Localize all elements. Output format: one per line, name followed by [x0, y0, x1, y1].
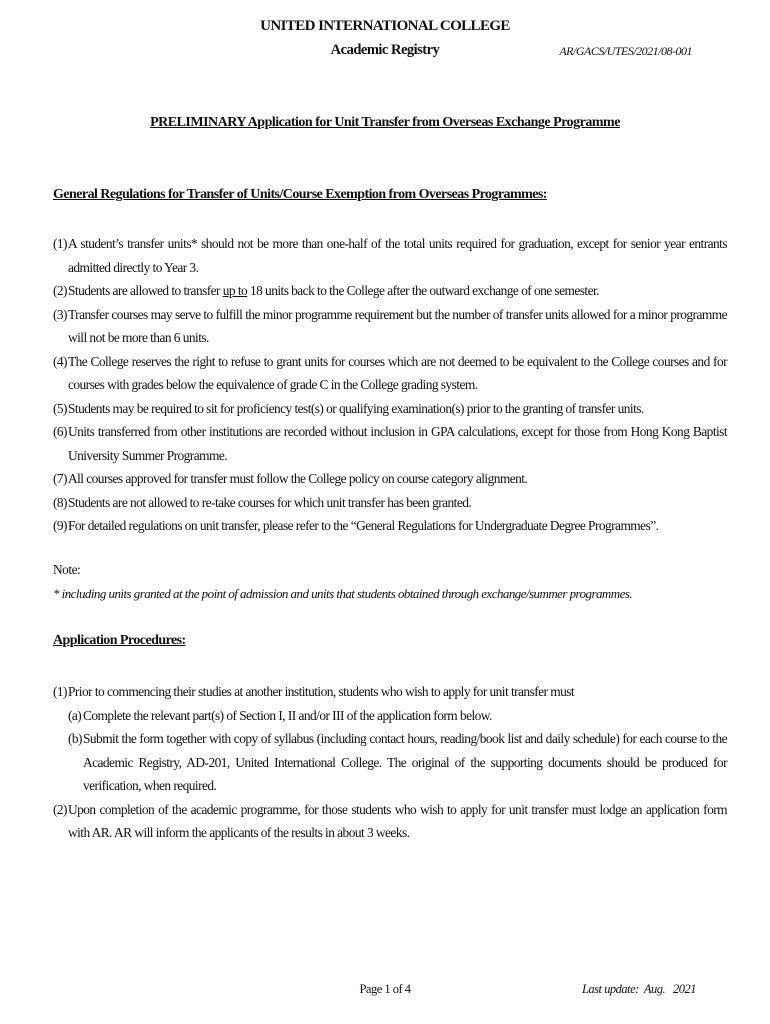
procedures-list	[53, 680, 727, 845]
procedure-item	[53, 680, 727, 798]
college-name: UNITED INTERNATIONAL COLLEGE	[260, 18, 510, 34]
regulation-item	[53, 279, 727, 303]
last-update: Last update: Aug. 2021	[581, 982, 696, 996]
procedure-subitem-letter: (b)	[68, 731, 82, 746]
document-title: PRELIMINARY Application for Unit Transfer from Overseas Exchange Programme	[150, 115, 620, 130]
regulation-text: Students may be required to sit for proficiency test(s) or qualifying examination(s) prior to the granting of transfer units.	[68, 400, 644, 416]
regulation-item	[53, 232, 727, 279]
procedure-subitem	[68, 727, 727, 798]
page-number: Page 1 of 4	[359, 982, 411, 996]
procedure-sublist	[68, 704, 727, 798]
regulation-text: All courses approved for transfer must follow the College policy on course category alignment.	[68, 471, 528, 486]
procedure-subitem-text: Complete the relevant part(s) of Section I, II and/or III of the application form below.	[83, 707, 492, 723]
regulation-underlined-text: up to	[222, 283, 248, 298]
regulation-item	[53, 514, 727, 538]
procedure-subitem-letter: (a)	[68, 707, 82, 723]
regulation-text: A student’s transfer units* should not be more than one-half of the total units required for graduation, except for senior year entrants admitted directly to Year 3.	[68, 236, 727, 275]
regulation-item	[53, 350, 727, 397]
regulation-text-start: Students are allowed to transfer	[68, 283, 223, 298]
regulation-text-end: 18 units back to the College after the outward exchange of one semester.	[247, 283, 599, 298]
regulations-list	[53, 232, 727, 538]
procedure-subitem	[68, 704, 727, 728]
regulation-number: (7)	[53, 471, 67, 486]
regulation-number: (2)	[53, 283, 67, 298]
note-label: Note:	[53, 562, 81, 577]
procedures-heading: Application Procedures:	[53, 633, 186, 648]
regulation-text: Units transferred from other institutions are recorded without inclusion in GPA calculations, except for those from Hong Kong Baptist University Summer Programme.	[68, 424, 727, 463]
registry-name: Academic Registry	[330, 42, 440, 58]
regulation-text: Transfer courses may serve to fulfill the minor programme requirement but the number of transfer units allowed for a minor programme will not be more than 6 units.	[68, 306, 727, 345]
procedure-item	[53, 798, 727, 845]
regulation-item	[53, 420, 727, 467]
regulation-number: (6)	[53, 424, 67, 439]
regulation-item	[53, 467, 727, 491]
procedure-number: (2)	[53, 801, 67, 817]
regulation-text: The College reserves the right to refuse to grant units for courses which are not deemed to be equivalent to the College courses and for courses with grades below the equivalence of grade C in the College grading system.	[68, 353, 727, 392]
regulation-text: For detailed regulations on unit transfer, please refer to the “General Regulations for Undergraduate Degree Programmes”.	[68, 518, 659, 533]
regulation-item	[53, 491, 727, 515]
procedure-subitem-text: Submit the form together with copy of syllabus (including contact hours, reading/book list and daily schedule) for each course to the Academic Registry, AD-201, United International College. The original of the supporting documents should be produced for verification, when required.	[83, 731, 727, 793]
regulation-number: (3)	[53, 306, 67, 322]
regulation-number: (1)	[53, 236, 67, 251]
regulations-heading: General Regulations for Transfer of Units/Course Exemption from Overseas Programmes:	[53, 187, 547, 202]
regulation-number: (8)	[53, 494, 67, 510]
procedure-text: Prior to commencing their studies at another institution, students who wish to apply for unit transfer must	[68, 684, 575, 699]
regulation-item	[53, 397, 727, 421]
regulation-number: (9)	[53, 518, 67, 533]
procedure-text: Upon completion of the academic programme, for those students who wish to apply for unit transfer must lodge an application form with AR. AR will inform the applicants of the results in about 3 weeks.	[68, 801, 727, 840]
reference-code: AR/GACS/UTES/2021/08-001	[559, 44, 692, 58]
regulation-number: (5)	[53, 400, 67, 416]
regulation-number: (4)	[53, 353, 67, 369]
regulation-text: Students are not allowed to re-take courses for which unit transfer has been granted.	[68, 494, 472, 510]
regulation-item	[53, 303, 727, 350]
note-text: * including units granted at the point of admission and units that students obtained through exchange/summer programmes.	[53, 586, 633, 601]
procedure-number: (1)	[53, 684, 67, 699]
